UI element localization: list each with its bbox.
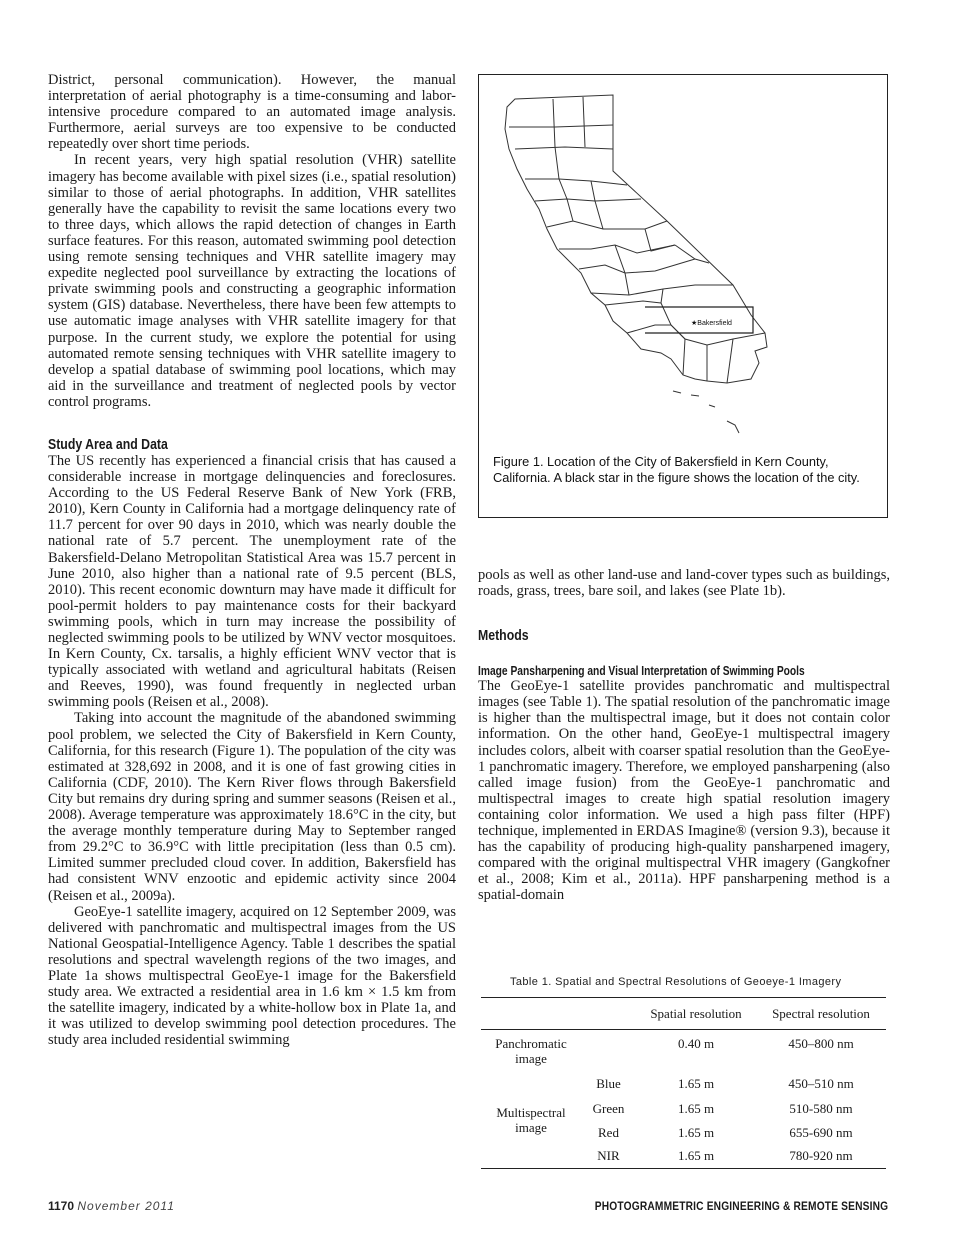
paragraph: The GeoEye-1 satellite provides panchromatic and multispectral images (see Table 1). The spatial resolution of the panchromatic image is higher than the multispectral image, but it does not contain color information. On the other hand, GeoEye-1 multispectral imagery includes colors, albeit with coarser spatial resolution than the GeoEye-1 panchromatic imagery. Therefore, we employed pansharpening (also called image fusion) from the GeoEye-1 panchromatic and multispectral images to create high spatial resolution imagery containing color information. We used a high pass filter (HPF) technique, implemented in ERDAS Imagine® (version 9.3), because it has the capability of producing high-quality pansharpened imagery, compared with the original multispectral VHR imagery (Gangkofner et al., 2008; Kim et al., 2011a). HPF pansharpening method is a spatial-domain — [478, 678, 890, 904]
star-icon: ★ — [691, 320, 698, 327]
footer-left — [48, 1199, 175, 1213]
section-heading-study-area: Study Area and Data — [48, 435, 168, 453]
section-heading-methods: Methods — [478, 627, 529, 645]
paragraph: The US recently has experienced a financial crisis that has caused a considerable increase in mortgage delinquencies and foreclosures. According to the US Federal Reserve Bank of New York (FRB, 2010), Kern County in California had a mortgage delinquency rate of 11.7 percent for over 90 days in 2010, which was nearly double the national rate of 5.7 percent. The unemployment rate of the Bakersfield-Delano Metropolitan Statistical Area was 15.7 percent in June 2010, also higher than a national rate of 9.5 percent (BLS, 2010). This recent economic downturn may have made it difficult for pool-permit holders to pay maintenance costs for their backyard swimming pools, which in turn may increase the possibility of neglected swimming pools to be utilized by WNV vector mosquitoes. In Kern County, Cx. tarsalis, a highly efficient WNV vector that is typically associated with wetland and agricultural habitats (Reisen and Reeves, 1990), was found frequently in neglected urban swimming pools (Reisen et al., 2008). — [48, 452, 456, 711]
table-title: Table 1. Spatial and Spectral Resolutions of Geoeye-1 Imagery — [510, 976, 842, 988]
paragraph: GeoEye-1 satellite imagery, acquired on 12 September 2009, was delivered with panchromatic and multispectral images from the US National Geospatial-Intelligence Agency. Table 1 describes the spatial resolutions and spectral wavelength regions of the two images, and Plate 1a shows multispectral GeoEye-1 image for the Bakersfield study area. We extracted a residential area in 1.6 km × 1.5 km from the satellite imagery, indicated by a white-hollow box in Plate 1a, and it was utilized to develop swimming pool detection procedures. The study area included residential swimming — [48, 903, 456, 1049]
table-row: NIR 1.65 m 780-920 nm — [481, 1145, 886, 1169]
table-row: Green 1.65 m 510-580 nm — [592, 1100, 853, 1116]
right-column — [478, 567, 890, 904]
table-row: Red 1.65 m 655-690 nm — [598, 1124, 853, 1140]
issue-date: November 2011 — [77, 1199, 175, 1213]
table-row: Multispectral image Blue 1.65 m 450–510 nm — [496, 1076, 854, 1135]
page-number: 1170 — [48, 1199, 75, 1213]
left-column — [48, 72, 456, 1048]
paragraph: Taking into account the magnitude of the abandoned swimming pool problem, we selected the City of Bakersfield in Kern County, California, for this research (Figure 1). The population of the city was estimated at 328,692 in 2008, and it is one of fast growing cities in California (CDF, 2010). The Kern River flows through Bakersfield City but remains dry during spring and summer seasons (Reisen et al., 2008). Average temperature was approximately 18.6°C in the city, but the average monthly temperature during May to September ranged from 29.2°C to 36.9°C with little precipitation (less than 0.5 cm). Limited summer precluded cloud cover. In addition, Bakersfield has had consistent WNV enzootic and epidemic activity since 2004 (Reisen et al., 2009a). — [48, 710, 456, 904]
table-header-row — [481, 998, 886, 1030]
paragraph: In recent years, very high spatial resolution (VHR) satellite imagery has become available with pixel sizes (i.e., spatial resolution) similar to those of aerial photographs. In addition, VHR satellites generally have the capability to revisit the same locations every two to three days, which allows the rapid detection of changes in Earth surface features. For this reason, automated swimming pool detection using remote sensing techniques and VHR satellite imagery may expedite neglected pool surveillance by extracting the locations of private swimming pools and constructing a geographic information system (GIS) database. Nevertheless, there have been few attempts to use automatic image analyses with VHR satellite imagery for that purpose. In the current study, we explore the potential for using automated remote sensing techniques with VHR satellite imagery to develop a spatial database of swimming pool locations, which may aid in the surveillance and treatment of neglected pools by vector control programs. — [48, 152, 456, 410]
bakersfield-label: ★Bakersfield — [691, 320, 732, 327]
paragraph: pools as well as other land-use and land-cover types such as buildings, roads, grass, trees, bare soil, and lakes (see Plate 1b). — [478, 567, 890, 600]
paragraph: District, personal communication). However, the manual interpretation of aerial photography is a time-consuming and labor-intensive procedure compared to an automated image analysis. Furthermore, aerial surveys are too expensive to be conducted repeatedly over short time periods. — [48, 72, 456, 153]
table-1 — [481, 997, 886, 1169]
figure-1 — [478, 74, 888, 518]
header-spectral: Spectral resolution — [772, 1005, 870, 1021]
figure-caption: Figure 1. Location of the City of Bakersfield in Kern County, California. A black star in the figure shows the location of the city. — [493, 454, 860, 485]
table-row: Panchromatic image 0.40 m 450–800 nm — [481, 1030, 886, 1072]
header-spatial: Spatial resolution — [650, 1005, 742, 1021]
subsection-heading: Image Pansharpening and Visual Interpretation of Swimming Pools — [478, 664, 805, 679]
california-map — [495, 89, 795, 449]
journal-name: PHOTOGRAMMETRIC ENGINEERING & REMOTE SENSING — [594, 1199, 888, 1213]
